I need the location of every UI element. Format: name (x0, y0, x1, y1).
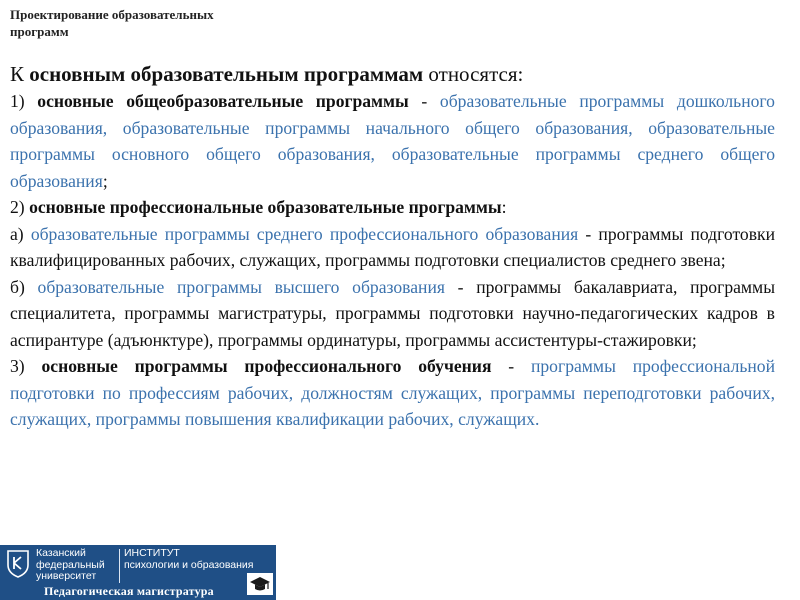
p1-end: ; (102, 170, 108, 191)
pb-number: б) (10, 276, 38, 297)
slide-title (10, 6, 214, 40)
p3-heading: основные программы профессионального обучения (41, 356, 492, 376)
footer-divider (119, 549, 120, 583)
paragraph-2 (10, 194, 775, 221)
intro-post: относятся: (423, 62, 524, 86)
university-line2: федеральный (36, 558, 105, 571)
paragraph-3 (10, 353, 775, 433)
pb-highlight: образовательные программы высшего образования (37, 276, 445, 297)
pa-number: а) (10, 223, 31, 244)
intro-bold: основным образовательным программам (29, 62, 424, 86)
p3-number: 3) (10, 356, 42, 376)
kfu-logo-icon (4, 549, 32, 579)
p1-heading: основные общеобразовательные программы (37, 91, 409, 111)
pb-rest: - программы бакалавриата, программы специалитета, программы магистратуры, программы подготовки научно-педагогических кадров в аспирантуре (адъюнктуре), программы ординатуры, программы ассистентуры-стажировки; (10, 276, 776, 350)
p2-end: : (501, 197, 507, 217)
main-content (10, 60, 775, 433)
pa-highlight: образовательные программы среднего профессионального образования (30, 223, 579, 244)
graduation-cap-icon (247, 573, 273, 595)
paragraph-b (10, 274, 775, 354)
university-line1: Казанский (36, 547, 86, 559)
institute-line2: психологии и образования (124, 558, 254, 571)
p2-number: 2) (10, 197, 30, 217)
slide-title-line2: программ (10, 24, 69, 39)
intro-paragraph (10, 60, 775, 88)
intro-pre: К (10, 62, 30, 86)
p1-number: 1) (10, 91, 38, 111)
institute-line1: ИНСТИТУТ (124, 547, 180, 559)
p3-dash: - (491, 356, 531, 376)
paragraph-1 (10, 88, 775, 194)
p2-heading: основные профессиональные образовательные программы (29, 197, 502, 217)
paragraph-a (10, 221, 775, 274)
p3-highlight: программы профессиональной подготовки по профессиям рабочих, должностям служащих, программы переподготовки рабочих, служащих, программы повышения квалификации рабочих, служащих. (10, 356, 776, 429)
university-name (36, 548, 116, 583)
slide-title-line1: Проектирование образовательных (10, 7, 214, 22)
program-name: Педагогическая магистратура (44, 584, 214, 598)
pa-rest: - программы подготовки квалифицированных рабочих, служащих, программы подготовки специалистов среднего звена; (10, 223, 775, 270)
institute-name (124, 548, 276, 571)
p1-highlight: образовательные программы дошкольного образования, образовательные программы начального общего образования, образовательные программы основного общего образования, образовательные программы среднего общего образования (10, 91, 775, 191)
p1-dash: - (408, 91, 440, 111)
university-line3: университет (36, 570, 97, 582)
footer-banner (0, 545, 276, 600)
